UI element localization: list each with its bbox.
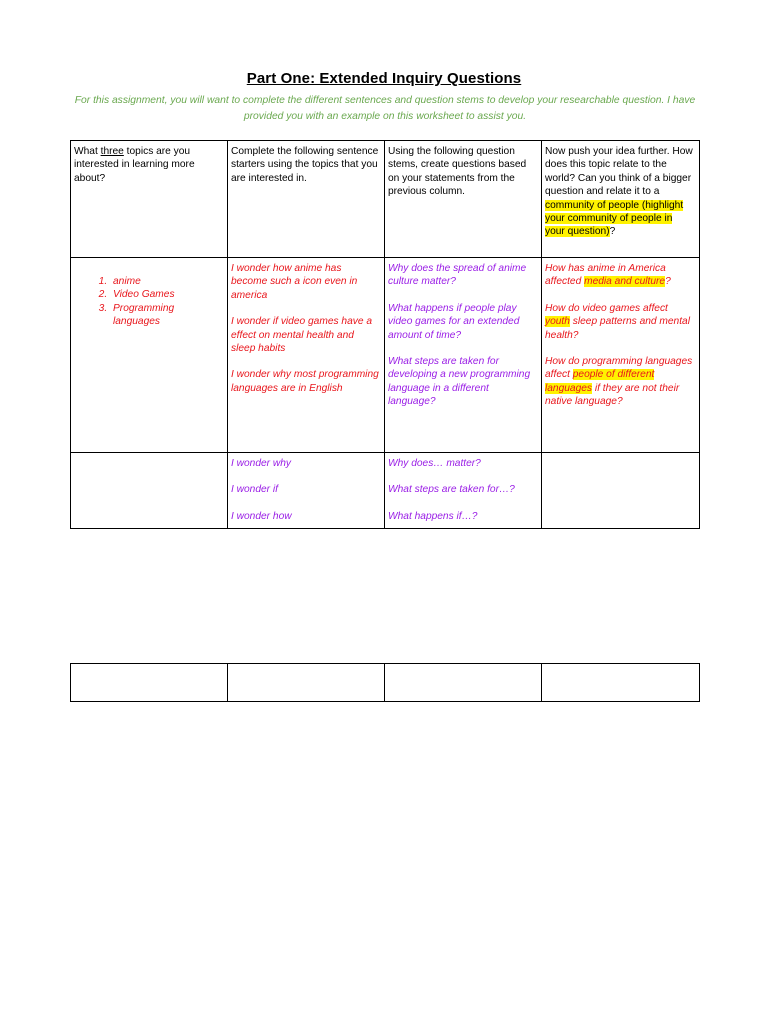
- cq-pre: How has anime in America affected: [545, 263, 666, 288]
- cq-highlight: youth: [545, 316, 570, 328]
- community-question-item: [545, 262, 695, 289]
- header-row: [71, 141, 700, 258]
- statement-item: I wonder if video games have a effect on mental health and sleep habits: [231, 316, 373, 355]
- example-row: [71, 258, 700, 453]
- statement-item: I wonder how anime has become such a icon even in america: [231, 263, 358, 301]
- header-topics-underlined: three: [100, 146, 124, 157]
- header-question-stems: Using the following question stems, create questions based on your statements from the previous column.: [385, 141, 542, 258]
- header-topics-pre: What: [74, 146, 101, 157]
- answer-cell-topics[interactable]: [71, 664, 228, 702]
- page-title: Part One: Extended Inquiry Questions: [246, 70, 522, 87]
- header-topics-post: topics are you interested in learning more about?: [74, 146, 195, 184]
- statement-item: I wonder why most programming languages are in English: [231, 369, 379, 394]
- starters-cell[interactable]: [228, 453, 385, 529]
- inquiry-table: [70, 140, 700, 529]
- cq-pre: How do programming languages affect: [545, 356, 693, 381]
- question-stem-item: What steps are taken for…?: [388, 484, 515, 496]
- cq-post: if they are not their native language?: [545, 382, 680, 408]
- header-community-highlight: community of people (highlight your community of people in your question): [545, 199, 684, 238]
- starter-item: I wonder if: [231, 484, 278, 496]
- header-topics: [71, 141, 228, 258]
- blank-topics-cell[interactable]: [71, 453, 228, 529]
- header-community: [542, 141, 700, 258]
- example-statements: [228, 258, 385, 453]
- answer-row: [71, 664, 700, 702]
- question-item: What happens if people play video games for an extended amount of time?: [388, 302, 520, 341]
- cq-post: sleep patterns and mental health?: [545, 316, 690, 341]
- cq-pre: How do video games affect: [545, 302, 668, 314]
- starter-item: I wonder how: [231, 510, 292, 522]
- question-item: Why does the spread of anime culture matter?: [388, 263, 527, 288]
- answer-table: [70, 663, 700, 702]
- intro-text: For this assignment, you will want to complete the different sentences and question stems to develop your researchable question. I have provided you with an example on this worksheet to assist you.: [74, 95, 696, 122]
- topic-item: 1. anime: [110, 275, 223, 288]
- community-question-item: [545, 355, 695, 409]
- question-item: What steps are taken for developing a new programming language in a different language?: [388, 356, 531, 408]
- cq-highlight: media and culture: [584, 276, 666, 288]
- answer-cell-questions[interactable]: [385, 664, 542, 702]
- cq-post: ?: [665, 276, 671, 288]
- topics-list: [74, 275, 223, 329]
- stems-row: [71, 453, 700, 529]
- topic-item: 3. Programming languages: [110, 302, 223, 329]
- starter-item: I wonder why: [231, 458, 292, 469]
- question-stems-cell[interactable]: [385, 453, 542, 529]
- example-topics: [71, 258, 228, 453]
- cq-highlight: people of different languages: [545, 369, 655, 394]
- community-question-item: [545, 302, 695, 342]
- example-questions: [385, 258, 542, 453]
- answer-cell-community[interactable]: [542, 664, 700, 702]
- example-community-questions: [542, 258, 700, 453]
- topic-item: 2. Video Games: [110, 288, 223, 301]
- header-sentence-starters: Complete the following sentence starters using the topics that you are interested in.: [228, 141, 385, 258]
- question-stem-item: What happens if…?: [388, 510, 478, 522]
- question-stem-item: Why does… matter?: [388, 458, 481, 469]
- blank-community-cell[interactable]: [542, 453, 700, 529]
- answer-cell-starters[interactable]: [228, 664, 385, 702]
- header-community-post: ?: [609, 226, 616, 238]
- header-community-pre: Now push your idea further. How does this topic relate to the world? Can you think of a bigger question and relate it to a: [545, 146, 693, 198]
